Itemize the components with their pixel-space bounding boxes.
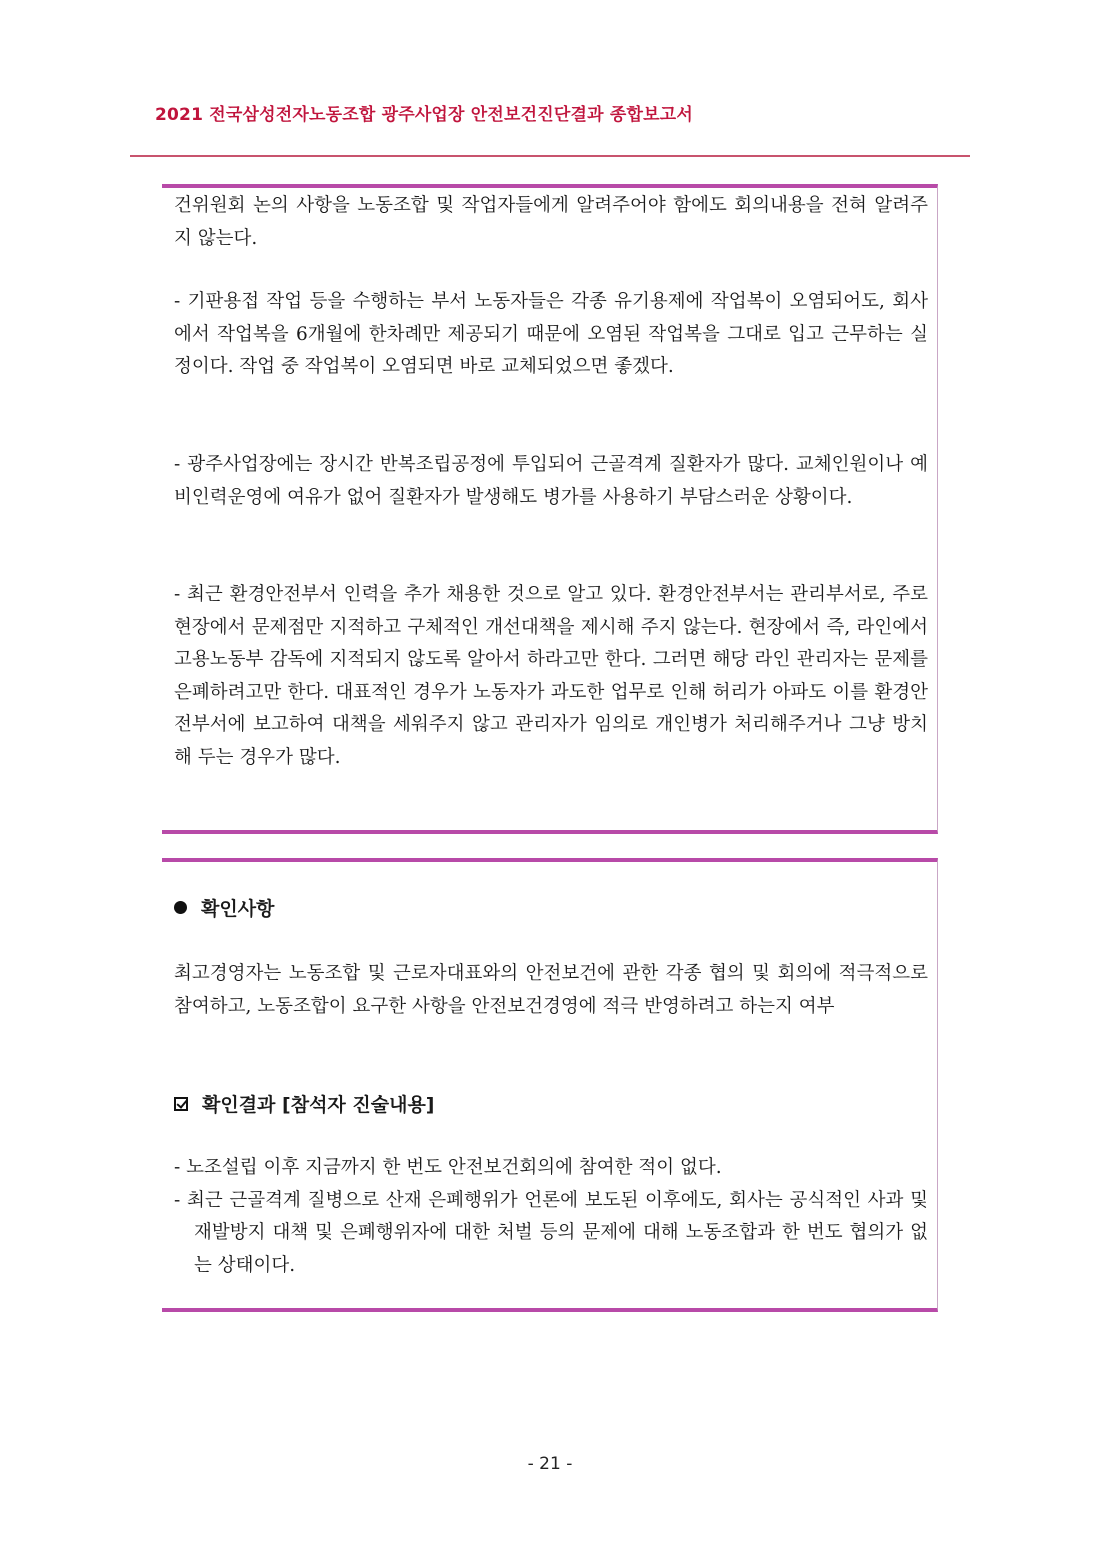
verification-description: 최고경영자는 노동조합 및 근로자대표와의 안전보건에 관한 각종 협의 및 회의에 적극적으로 참여하고, 노동조합이 요구한 사항을 안전보건경영에 적극 반영하려고 하는지 여부 [174,963,928,1017]
testimony-box [162,184,938,834]
page-number: - 21 - [527,1454,573,1474]
paragraph-continuation: 건위원회 논의 사항을 노동조합 및 작업자들에게 알려주어야 함에도 회의내용을 전혀 알려주지 않는다. [174,195,928,249]
verification-heading-label: 확인사항 [201,898,275,920]
paragraph-musculoskeletal: - 광주사업장에는 장시간 반복조립공정에 투입되어 근골격계 질환자가 많다. 교체인원이나 예비인력운영에 여유가 없어 질환자가 발생해도 병가를 사용하기 부담스러운 상황이다. [174,454,928,508]
checkbox-checked-icon [174,1097,188,1111]
list-item: - 노조설립 이후 지금까지 한 번도 안전보건회의에 참여한 적이 없다. [174,1157,722,1178]
result-heading [174,1090,435,1117]
bullet-icon [174,901,187,914]
result-heading-label: 확인결과 [참석자 진술내용] [202,1094,435,1116]
report-header-title: 2021 전국삼성전자노동조합 광주사업장 안전보건진단결과 종합보고서 [155,105,694,125]
header-divider [130,155,970,157]
result-list [174,1152,928,1282]
paragraph-work-clothes: - 기판용접 작업 등을 수행하는 부서 노동자들은 각종 유기용제에 작업복이 오염되어도, 회사에서 작업복을 6개월에 한차례만 제공되기 때문에 오염된 작업복을 그대로 입고 근무하는 실정이다. 작업 중 작업복이 오염되면 바로 교체되었으면 좋겠다. [174,291,928,377]
list-item: - 최근 근골격계 질병으로 산재 은폐행위가 언론에 보도된 이후에도, 회사는 공식적인 사과 및 재발방지 대책 및 은폐행위자에 대한 처벌 등의 문제에 대해 노동조합과 한 번도 협의가 없는 상태이다. [174,1189,928,1276]
verification-heading [174,894,274,921]
verification-box [162,858,938,1312]
paragraph-safety-department: - 최근 환경안전부서 인력을 추가 채용한 것으로 알고 있다. 환경안전부서는 관리부서로, 주로 현장에서 문제점만 지적하고 구체적인 개선대책을 제시해 주지 않는다. 현장에서 즉, 라인에서 고용노동부 감독에 지적되지 않도록 알아서 하라고만 한다. 그러면 해당 라인 관리자는 문제를 은폐하려고만 한다. 대표적인 경우가 노동자가 과도한 업무로 인해 허리가 아파도 이를 환경안전부서에 보고하여 대책을 세워주지 않고 관리자가 임의로 개인병가 처리해주거나 그냥 방치해 두는 경우가 많다. [174,584,928,768]
